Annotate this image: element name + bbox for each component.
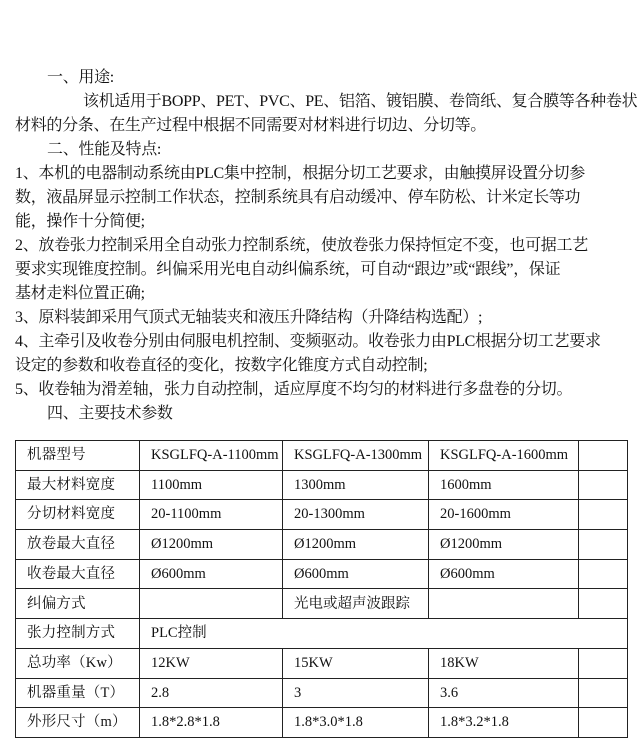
row-tension-control [16,619,628,649]
cell-value: 1.8*3.2*1.8 [429,708,579,738]
doc-line: 设定的参数和收卷直径的变化，按数字化锥度方式自动控制; [15,357,428,374]
row-max-material-width [16,470,628,500]
empty-cell [579,559,628,589]
cell-value: 20-1300mm [283,500,429,530]
cell-value: 15KW [283,648,429,678]
cell-value: KSGLFQ-A-1600mm [429,441,579,471]
cell-value: 3 [283,678,429,708]
row-correction-method [16,589,628,619]
cell-value: 20-1600mm [429,500,579,530]
cell-value: 1300mm [283,470,429,500]
doc-line: 5、收卷轴为滑差轴，张力自动控制，适应厚度不均匀的材料进行多盘卷的分切。 [15,381,573,398]
row-label: 最大材料宽度 [16,470,140,500]
cell-value: 1100mm [140,470,283,500]
cell-value: 12KW [140,648,283,678]
row-label: 总功率（Kw） [16,648,140,678]
cell-value: 18KW [429,648,579,678]
cell-value: 1.8*3.0*1.8 [283,708,429,738]
cell-value: 光电或超声波跟踪 [283,589,429,619]
row-slitting-width [16,500,628,530]
cell-value: 2.8 [140,678,283,708]
cell-value: PLC控制 [140,619,628,649]
doc-line: 基材走料位置正确; [15,285,145,302]
empty-cell [579,708,628,738]
row-total-power [16,648,628,678]
section-heading-features: 二、性能及特点: [47,141,162,158]
section-heading-usage: 一、用途: [47,69,114,86]
empty-cell [579,530,628,560]
cell-value: KSGLFQ-A-1100mm [140,441,283,471]
row-model [16,441,628,471]
doc-line: 2、放卷张力控制采用全自动张力控制系统，使放卷张力保持恒定不变，也可据工艺 [15,237,588,254]
row-label: 机器重量（T） [16,678,140,708]
cell-value: Ø600mm [140,559,283,589]
cell-value: 20-1100mm [140,500,283,530]
row-machine-weight [16,678,628,708]
spec-table [15,440,628,738]
cell-value: Ø1200mm [283,530,429,560]
doc-line: 能，操作十分简便; [15,213,145,230]
empty-cell [579,589,628,619]
cell-value: Ø600mm [429,559,579,589]
doc-line: 该机适用于BOPP、PET、PVC、PE、铝箔、镀铝膜、卷筒纸、复合膜等各种卷状 [83,93,638,110]
cell-value: Ø1200mm [140,530,283,560]
empty-cell [429,589,579,619]
section-heading-parameters: 四、主要技术参数 [47,405,173,422]
empty-cell [579,441,628,471]
row-label: 放卷最大直径 [16,530,140,560]
cell-value: KSGLFQ-A-1300mm [283,441,429,471]
row-label: 张力控制方式 [16,619,140,649]
empty-cell [579,500,628,530]
empty-cell [140,589,283,619]
doc-line: 3、原料装卸采用气顶式无轴装夹和液压升降结构（升降结构选配）; [15,309,483,326]
cell-value: Ø600mm [283,559,429,589]
row-label: 纠偏方式 [16,589,140,619]
cell-value: Ø1200mm [429,530,579,560]
doc-line: 要求实现锥度控制。纠偏采用光电自动纠偏系统，可自动“跟边”或“跟线”，保证 [15,261,561,278]
cell-value: 1.8*2.8*1.8 [140,708,283,738]
empty-cell [579,648,628,678]
row-unwind-max-diameter [16,530,628,560]
cell-value: 3.6 [429,678,579,708]
doc-line: 4、主牵引及收卷分别由伺服电机控制、变频驱动。收卷张力由PLC根据分切工艺要求 [15,333,601,350]
row-label: 外形尺寸（m） [16,708,140,738]
cell-value: 1600mm [429,470,579,500]
row-overall-dimensions [16,708,628,738]
doc-line: 材料的分条、在生产过程中根据不同需要对材料进行切边、分切等。 [15,117,487,134]
doc-line: 数，液晶屏显示控制工作状态，控制系统具有启动缓冲、停车防松、计米定长等功 [15,189,581,206]
empty-cell [579,470,628,500]
empty-cell [579,678,628,708]
row-label: 分切材料宽度 [16,500,140,530]
doc-line: 1、本机的电器制动系统由PLC集中控制，根据分切工艺要求，由触摸屏设置分切参 [15,165,585,182]
row-label: 机器型号 [16,441,140,471]
row-rewind-max-diameter [16,559,628,589]
row-label: 收卷最大直径 [16,559,140,589]
